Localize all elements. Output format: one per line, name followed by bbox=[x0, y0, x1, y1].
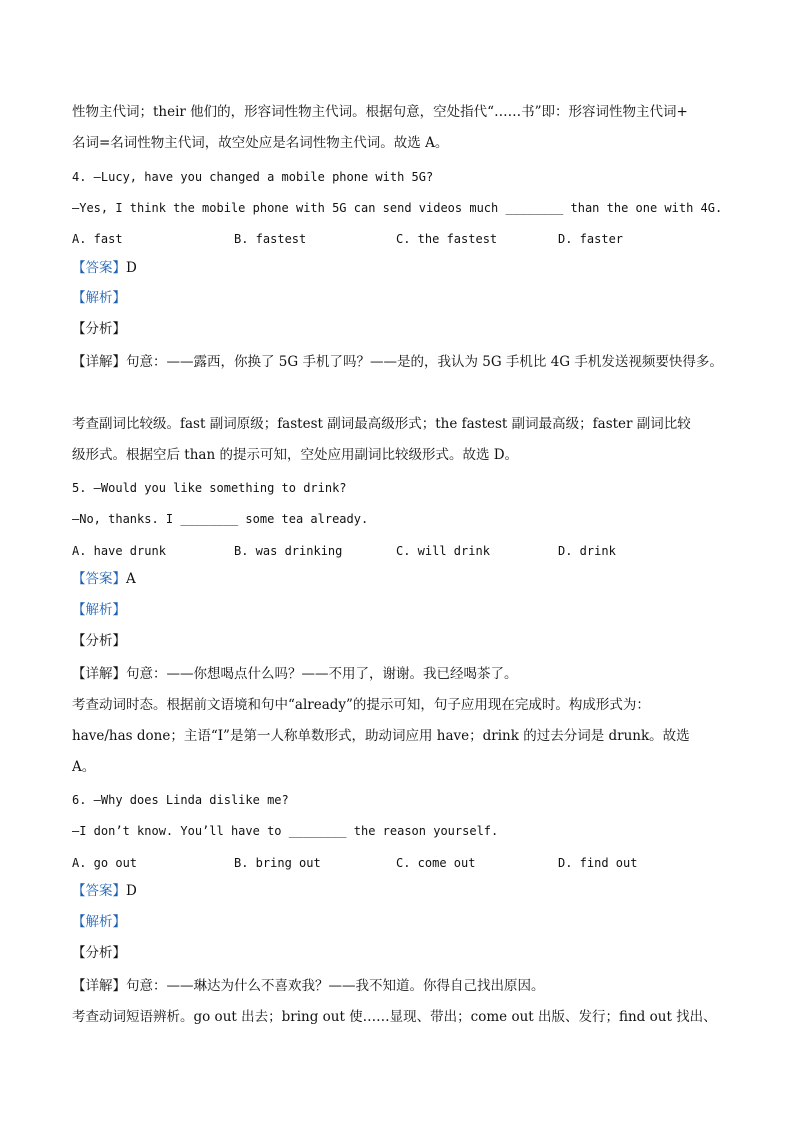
q6-option-d: D. find out bbox=[558, 856, 638, 870]
q4-jiexi-tag: 【解析】 bbox=[72, 290, 126, 306]
q4-option-b: B. fastest bbox=[234, 232, 307, 246]
answer-value: D bbox=[126, 883, 137, 899]
q5-fenxi-tag: 【分析】 bbox=[72, 633, 126, 649]
q4-option-a: A. fast bbox=[72, 232, 123, 246]
detail-text: 句意：——露西，你换了 5G 手机了吗？——是的，我认为 5G 手机比 4G 手机发送视频要快得多。 bbox=[126, 354, 723, 370]
q4-option-d: D. faster bbox=[558, 232, 624, 246]
q6-option-a: A. go out bbox=[72, 856, 138, 870]
intro-line-1: 性物主代词；their 他们的，形容词性物主代词。根据句意，空处指代“……书”即：形容词性物主代词+ bbox=[72, 104, 688, 120]
q5-option-b: B. was drinking bbox=[234, 544, 343, 558]
q4-explain-2: 级形式。根据空后 than 的提示可知，空处应用副词比较级形式。故选 D。 bbox=[72, 447, 519, 463]
q6-options bbox=[72, 848, 727, 879]
detail-tag: 【详解】 bbox=[72, 666, 126, 682]
q5-stem-1: 5. —Would you like something to drink? bbox=[72, 481, 347, 495]
q4-option-c: C. the fastest bbox=[396, 232, 498, 246]
q5-answer bbox=[72, 564, 727, 595]
q5-option-d: D. drink bbox=[558, 544, 616, 558]
q6-stem-2: —I don’t know. You’ll have to ________ the reason yourself. bbox=[72, 824, 499, 838]
detail-text: 句意：——你想喝点什么吗？——不用了，谢谢。我已经喝茶了。 bbox=[126, 666, 518, 682]
q4-answer bbox=[72, 253, 727, 284]
q6-option-b: B. bring out bbox=[234, 856, 321, 870]
intro-line-2: 名词=名词性物主代词，故空处应是名词性物主代词。故选 A。 bbox=[72, 135, 449, 151]
q6-explain-1: 考查动词短语辨析。go out 出去；bring out 使……显现、带出；come out 出版、发行；find out 找出、 bbox=[72, 1009, 717, 1025]
q4-fenxi-tag: 【分析】 bbox=[72, 321, 126, 337]
q4-stem-1: 4. —Lucy, have you changed a mobile phone with 5G? bbox=[72, 170, 434, 184]
q5-jiexi-tag: 【解析】 bbox=[72, 602, 126, 618]
q6-jiexi-tag: 【解析】 bbox=[72, 914, 126, 930]
answer-value: A bbox=[126, 571, 136, 587]
q5-option-a: A. have drunk bbox=[72, 544, 166, 558]
q5-option-c: C. will drink bbox=[396, 544, 490, 558]
q6-answer bbox=[72, 876, 727, 907]
q6-fenxi-tag: 【分析】 bbox=[72, 945, 126, 961]
q5-stem-2: —No, thanks. I ________ some tea already. bbox=[72, 512, 369, 526]
detail-text: 句意：——琳达为什么不喜欢我？——我不知道。你得自己找出原因。 bbox=[126, 978, 545, 994]
answer-tag: 【答案】 bbox=[72, 883, 126, 899]
q4-options bbox=[72, 224, 727, 255]
q6-stem-1: 6. —Why does Linda dislike me? bbox=[72, 793, 289, 807]
q4-explain-1: 考查副词比较级。fast 副词原级；fastest 副词最高级形式；the fastest 副词最高级；faster 副词比较 bbox=[72, 416, 691, 432]
q4-detail bbox=[72, 347, 727, 378]
answer-value: D bbox=[126, 260, 137, 276]
q5-detail bbox=[72, 659, 727, 690]
q6-option-c: C. come out bbox=[396, 856, 476, 870]
q6-detail bbox=[72, 971, 727, 1002]
detail-tag: 【详解】 bbox=[72, 354, 126, 370]
q5-options bbox=[72, 536, 727, 567]
q5-explain-2: have/has done；主语“I”是第一人称单数形式，助动词应用 have；drink 的过去分词是 drunk。故选 bbox=[72, 728, 690, 744]
detail-tag: 【详解】 bbox=[72, 978, 126, 994]
answer-tag: 【答案】 bbox=[72, 571, 126, 587]
q4-stem-2: —Yes, I think the mobile phone with 5G can send videos much ________ than the one with 4G. bbox=[72, 201, 723, 215]
q5-explain-1: 考查动词时态。根据前文语境和句中“already”的提示可知，句子应用现在完成时。构成形式为： bbox=[72, 697, 650, 713]
answer-tag: 【答案】 bbox=[72, 260, 126, 276]
q5-explain-3: A。 bbox=[72, 759, 96, 775]
